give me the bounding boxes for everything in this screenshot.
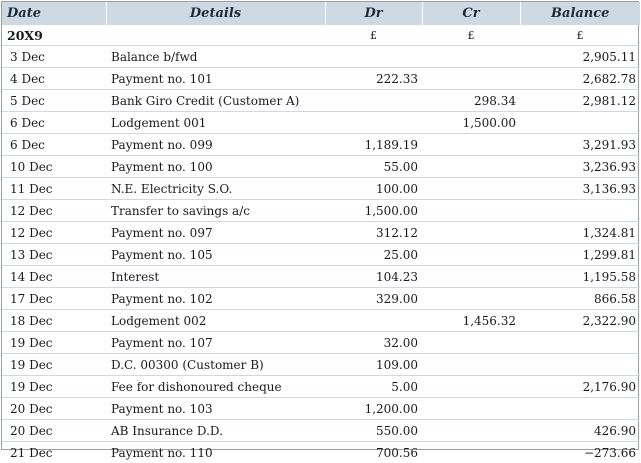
cr-amount-cell <box>422 200 520 222</box>
details-cell: Lodgement 002 <box>106 310 325 332</box>
table-row <box>2 156 640 178</box>
balance-cell: 1,324.81 <box>520 222 640 244</box>
details-cell: Payment no. 102 <box>106 288 325 310</box>
date-cell: 14 Dec <box>2 266 106 288</box>
header-dr: Dr <box>325 2 422 25</box>
cr-currency-symbol: £ <box>422 25 520 46</box>
balance-cell: 2,682.78 <box>520 68 640 90</box>
balance-cell: 2,322.90 <box>520 310 640 332</box>
table-row <box>2 90 640 112</box>
date-cell: 12 Dec <box>2 222 106 244</box>
dr-amount-cell: 1,200.00 <box>325 398 422 420</box>
cr-amount-cell: 1,456.32 <box>422 310 520 332</box>
dr-amount-cell <box>325 46 422 68</box>
details-cell: D.C. 00300 (Customer B) <box>106 354 325 376</box>
details-cell: Payment no. 097 <box>106 222 325 244</box>
cr-amount-cell <box>422 178 520 200</box>
date-cell: 5 Dec <box>2 90 106 112</box>
cr-amount-cell <box>422 420 520 442</box>
dr-amount-cell: 100.00 <box>325 178 422 200</box>
balance-cell: 2,176.90 <box>520 376 640 398</box>
date-cell: 6 Dec <box>2 112 106 134</box>
date-cell: 20 Dec <box>2 420 106 442</box>
dr-amount-cell <box>325 90 422 112</box>
details-cell: N.E. Electricity S.O. <box>106 178 325 200</box>
cr-amount-cell <box>422 354 520 376</box>
dr-amount-cell: 55.00 <box>325 156 422 178</box>
table-row <box>2 200 640 222</box>
table-row <box>2 288 640 310</box>
details-cell: Balance b/fwd <box>106 46 325 68</box>
balance-cell <box>520 112 640 134</box>
dr-amount-cell: 109.00 <box>325 354 422 376</box>
balance-cell <box>520 200 640 222</box>
details-cell: Bank Giro Credit (Customer A) <box>106 90 325 112</box>
balance-cell: −273.66 <box>520 442 640 463</box>
balance-cell: 1,195.58 <box>520 266 640 288</box>
header-details: Details <box>106 2 325 25</box>
cr-amount-cell <box>422 376 520 398</box>
table-body <box>2 25 640 463</box>
dr-currency-symbol: £ <box>325 25 422 46</box>
table-row <box>2 178 640 200</box>
table-header <box>2 2 640 25</box>
cr-amount-cell <box>422 156 520 178</box>
cr-amount-cell <box>422 398 520 420</box>
balance-cell <box>520 332 640 354</box>
header-row <box>2 2 640 25</box>
cr-amount-cell <box>422 266 520 288</box>
date-cell: 17 Dec <box>2 288 106 310</box>
year-details-cell <box>106 25 325 46</box>
details-cell: Payment no. 103 <box>106 398 325 420</box>
balance-cell: 3,136.93 <box>520 178 640 200</box>
dr-amount-cell: 550.00 <box>325 420 422 442</box>
balance-cell: 3,236.93 <box>520 156 640 178</box>
balance-cell: 2,905.11 <box>520 46 640 68</box>
year-label: 20X9 <box>2 25 106 46</box>
date-cell: 13 Dec <box>2 244 106 266</box>
table-row <box>2 420 640 442</box>
date-cell: 10 Dec <box>2 156 106 178</box>
details-cell: Payment no. 099 <box>106 134 325 156</box>
table-row <box>2 310 640 332</box>
balance-cell: 3,291.93 <box>520 134 640 156</box>
cr-amount-cell <box>422 134 520 156</box>
cr-amount-cell <box>422 332 520 354</box>
date-cell: 6 Dec <box>2 134 106 156</box>
dr-amount-cell: 32.00 <box>325 332 422 354</box>
date-cell: 11 Dec <box>2 178 106 200</box>
details-cell: Transfer to savings a/c <box>106 200 325 222</box>
details-cell: AB Insurance D.D. <box>106 420 325 442</box>
table-row <box>2 134 640 156</box>
cr-amount-cell <box>422 68 520 90</box>
balance-cell: 426.90 <box>520 420 640 442</box>
table-row <box>2 354 640 376</box>
date-cell: 3 Dec <box>2 46 106 68</box>
dr-amount-cell: 1,500.00 <box>325 200 422 222</box>
details-cell: Payment no. 107 <box>106 332 325 354</box>
dr-amount-cell <box>325 310 422 332</box>
header-cr: Cr <box>422 2 520 25</box>
dr-amount-cell <box>325 112 422 134</box>
statement-grid <box>2 2 640 463</box>
details-cell: Interest <box>106 266 325 288</box>
dr-amount-cell: 104.23 <box>325 266 422 288</box>
cr-amount-cell: 1,500.00 <box>422 112 520 134</box>
cr-amount-cell <box>422 244 520 266</box>
balance-cell: 1,299.81 <box>520 244 640 266</box>
dr-amount-cell: 312.12 <box>325 222 422 244</box>
dr-amount-cell: 700.56 <box>325 442 422 463</box>
table-row <box>2 244 640 266</box>
dr-amount-cell: 329.00 <box>325 288 422 310</box>
cr-amount-cell <box>422 46 520 68</box>
dr-amount-cell: 5.00 <box>325 376 422 398</box>
details-cell: Payment no. 105 <box>106 244 325 266</box>
cr-amount-cell: 298.34 <box>422 90 520 112</box>
table-row <box>2 46 640 68</box>
balance-currency-symbol: £ <box>520 25 640 46</box>
table-row <box>2 376 640 398</box>
table-row <box>2 442 640 463</box>
details-cell: Fee for dishonoured cheque <box>106 376 325 398</box>
details-cell: Payment no. 101 <box>106 68 325 90</box>
balance-cell: 866.58 <box>520 288 640 310</box>
dr-amount-cell: 1,189.19 <box>325 134 422 156</box>
table-row <box>2 68 640 90</box>
details-cell: Payment no. 100 <box>106 156 325 178</box>
table-row <box>2 112 640 134</box>
date-cell: 18 Dec <box>2 310 106 332</box>
table-row <box>2 398 640 420</box>
date-cell: 4 Dec <box>2 68 106 90</box>
dr-amount-cell: 222.33 <box>325 68 422 90</box>
details-cell: Payment no. 110 <box>106 442 325 463</box>
date-cell: 19 Dec <box>2 332 106 354</box>
year-row <box>2 25 640 46</box>
date-cell: 19 Dec <box>2 376 106 398</box>
bank-statement-table <box>1 1 639 450</box>
cr-amount-cell <box>422 442 520 463</box>
cr-amount-cell <box>422 222 520 244</box>
date-cell: 12 Dec <box>2 200 106 222</box>
balance-cell <box>520 354 640 376</box>
table-row <box>2 332 640 354</box>
date-cell: 21 Dec <box>2 442 106 463</box>
cr-amount-cell <box>422 288 520 310</box>
header-date: Date <box>2 2 106 25</box>
dr-amount-cell: 25.00 <box>325 244 422 266</box>
date-cell: 20 Dec <box>2 398 106 420</box>
table-row <box>2 222 640 244</box>
header-balance: Balance <box>520 2 640 25</box>
balance-cell <box>520 398 640 420</box>
table-row <box>2 266 640 288</box>
date-cell: 19 Dec <box>2 354 106 376</box>
details-cell: Lodgement 001 <box>106 112 325 134</box>
balance-cell: 2,981.12 <box>520 90 640 112</box>
